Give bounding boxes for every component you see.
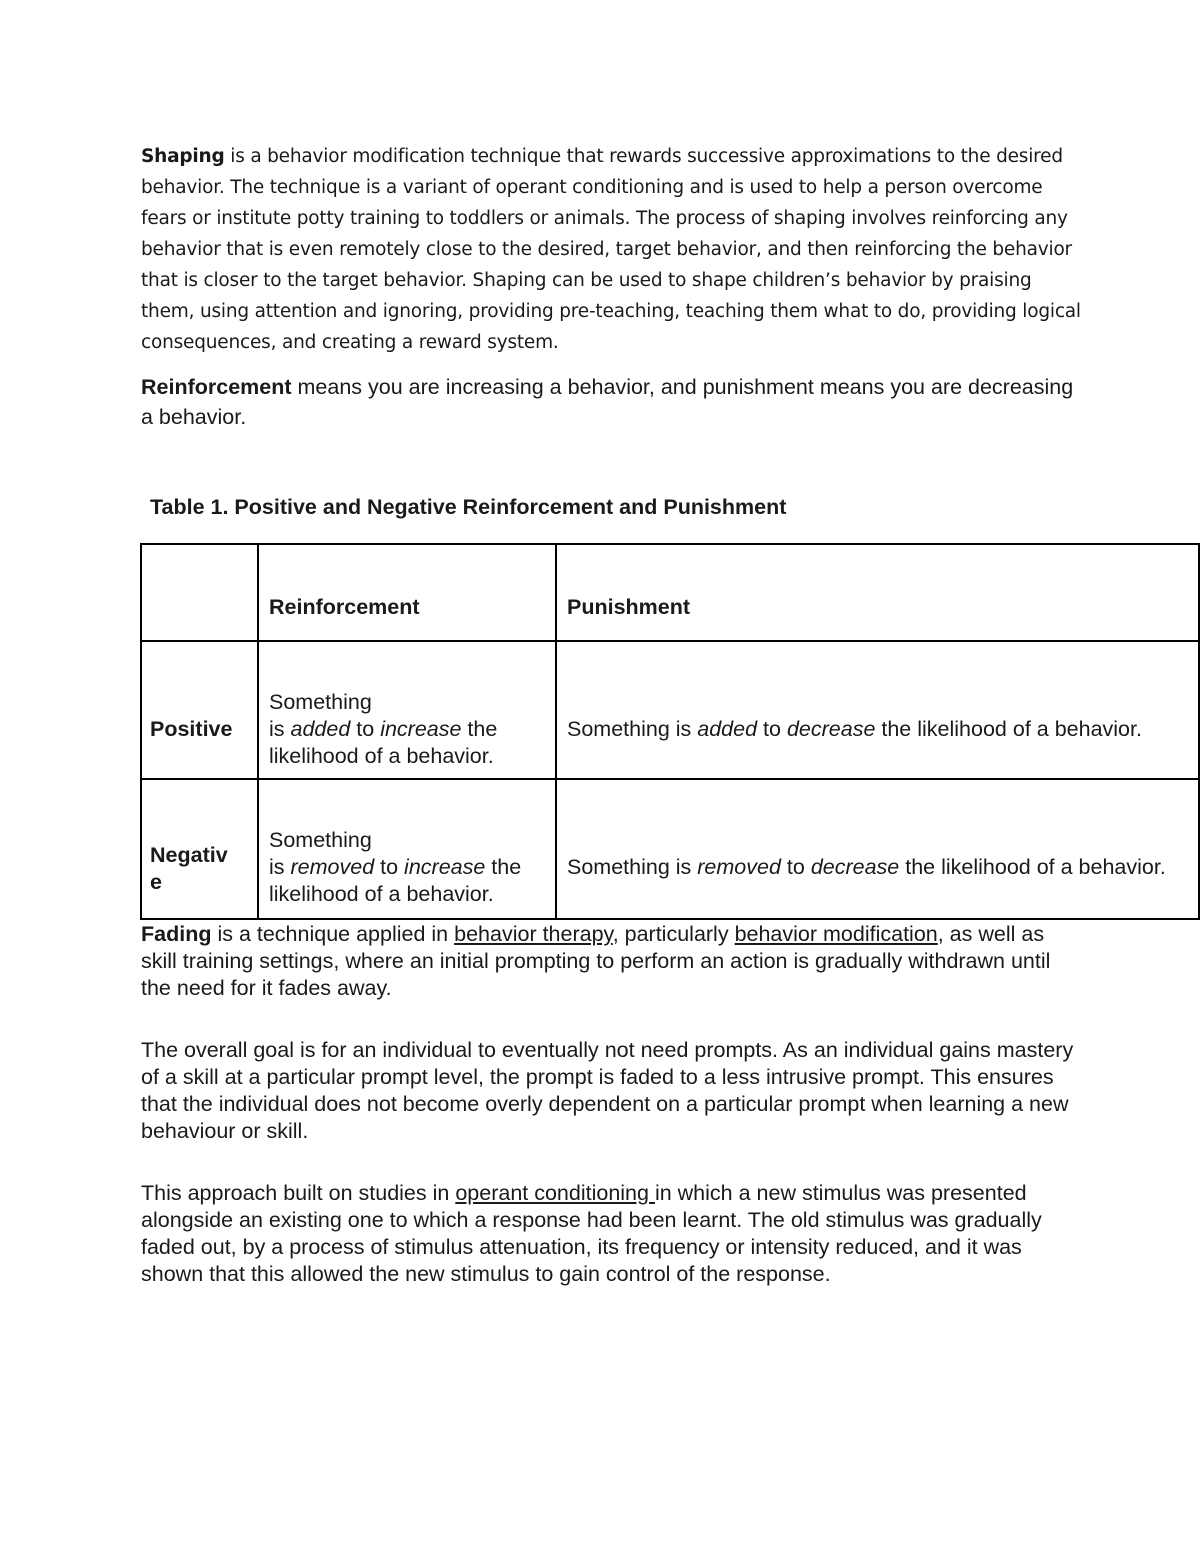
cell-positive-punishment <box>557 659 1200 799</box>
shaping-term: Shaping <box>141 146 225 167</box>
header-reinforcement-label: Reinforcement <box>269 595 420 619</box>
cell-negative-reinforcement <box>259 797 555 937</box>
goal-paragraph <box>141 1037 1081 1145</box>
positive-reinforcement-text: Something is added to increase the likelihood of a behavior. <box>269 689 498 768</box>
row-label-negative <box>140 799 257 939</box>
table-header-empty <box>142 545 257 640</box>
shaping-paragraph <box>141 141 1081 358</box>
operant-conditioning-link[interactable]: operant conditioning <box>455 1181 655 1205</box>
cell-positive-reinforcement <box>259 659 555 799</box>
shaping-text: is a behavior modification technique that rewards successive approximations to the desired behavior. The technique is a variant of operant conditioning and is used to help a person overcome fears or institute potty training to toddlers or animals. The process of shaping involves reinforcing any behavior that is even remotely close to the desired, target behavior, and then reinforcing the behavior that is closer to the target behavior. Shaping can be used to shape children’s behavior by praising them, using attention and ignoring, providing pre-teaching, teaching them what to do, providing logical consequences, and creating a reward system. <box>141 146 1081 353</box>
negative-punishment-text: Something is removed to decrease the likelihood of a behavior. <box>567 854 1166 879</box>
header-punishment-label: Punishment <box>567 595 691 619</box>
goal-text: The overall goal is for an individual to eventually not need prompts. As an individual gains mastery of a skill at a particular prompt level, the prompt is faded to a less intrusive prompt. This ensures that the individual does not become overly dependent on a particular prompt when learning a new behaviour or skill. <box>141 1038 1074 1143</box>
reinforcement-table <box>140 543 1200 920</box>
behavior-therapy-link[interactable]: behavior therapy <box>454 922 613 946</box>
negative-reinforcement-text: Something is removed to increase the likelihood of a behavior. <box>269 827 522 906</box>
reinforcement-text: means you are increasing a behavior, and punishment means you are decreasing a behavior. <box>141 375 1074 429</box>
row-label-positive <box>140 659 257 799</box>
positive-punishment-text: Something is added to decrease the likelihood of a behavior. <box>567 716 1142 741</box>
table-header-reinforcement <box>259 575 555 640</box>
reinforcement-paragraph <box>141 372 1081 432</box>
positive-label: Positive <box>150 716 233 741</box>
cell-negative-punishment <box>557 797 1200 937</box>
table-rule-header <box>140 640 1200 642</box>
fading-term: Fading <box>141 922 212 946</box>
reinforcement-term: Reinforcement <box>141 375 292 399</box>
table-caption: Table 1. Positive and Negative Reinforcement and Punishment <box>150 495 787 519</box>
table-header-punishment <box>557 575 1198 640</box>
table-rule-top <box>140 543 1200 545</box>
negative-label: Negativ e <box>150 843 228 894</box>
fading-paragraph: Fading is a technique applied in behavior therapy, particularly behavior modification, as well as skill training settings, where an initial prompting to perform an action is gradually withdrawn until the need for it fades away. <box>141 922 1051 1000</box>
behavior-modification-link[interactable]: behavior modification <box>734 922 938 946</box>
approach-paragraph: This approach built on studies in operant conditioning in which a new stimulus was presented alongside an existing one to which a response had been learnt. The old stimulus was gradually faded out, by a process of stimulus attenuation, its frequency or intensity reduced, and it was shown that this allowed the new stimulus to gain control of the response. <box>141 1181 1042 1286</box>
